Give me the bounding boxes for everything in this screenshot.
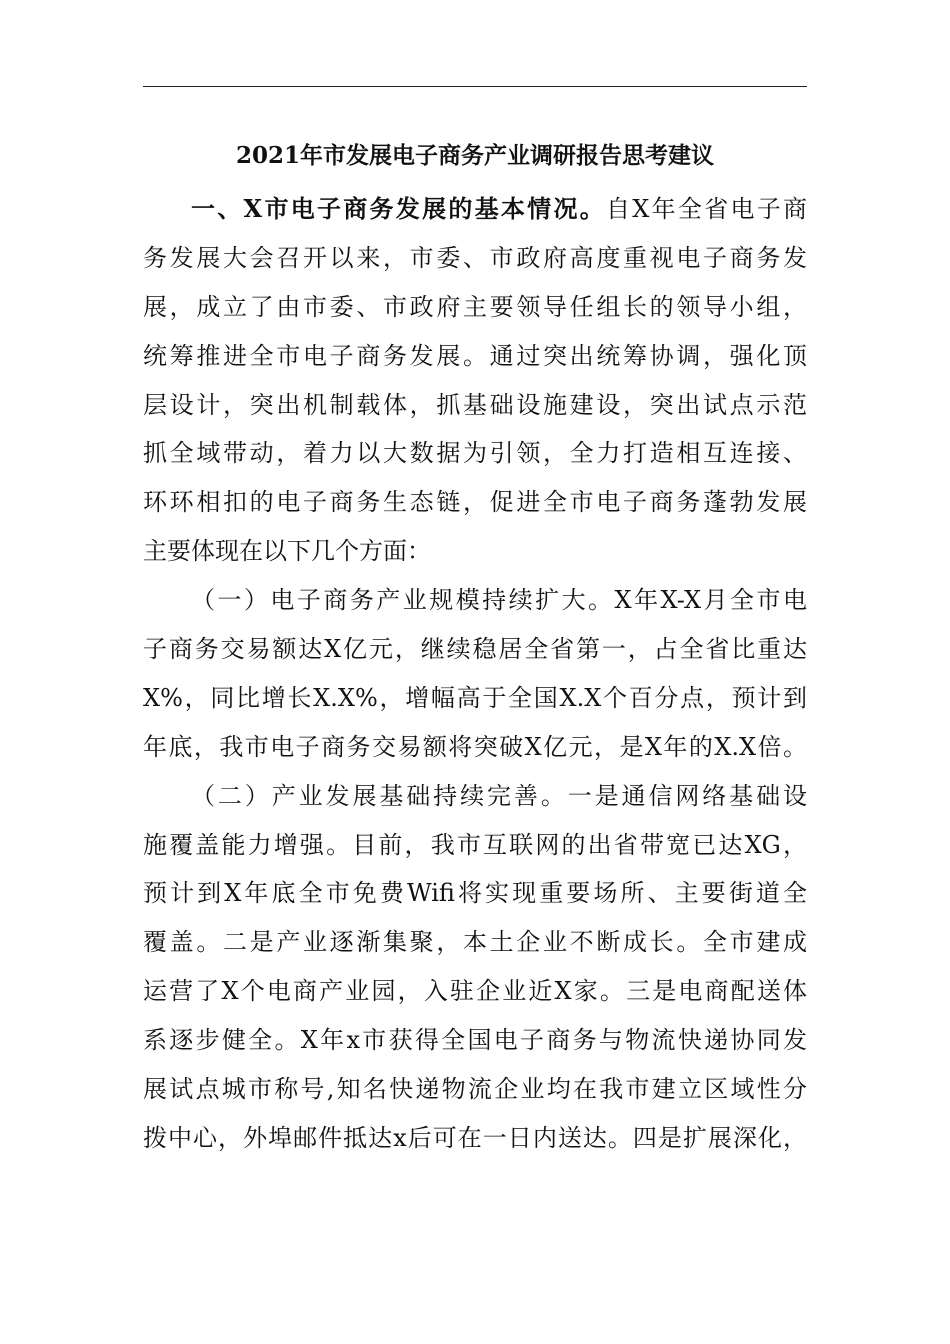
section-1-line bbox=[143, 185, 807, 234]
paragraph-2-line: （二）产业发展基础持续完善。一是通信网络基础设 bbox=[191, 781, 807, 810]
paragraph-1-line: （一）电子商务产业规模持续扩大。X年X-X月全市电 bbox=[191, 586, 807, 615]
header-rule bbox=[143, 86, 807, 87]
paragraph-2-line: 系逐步健全。X年x市获得全国电子商务与物流快递协同发 bbox=[143, 1026, 807, 1055]
section-1-text: 自X年全省电子商 bbox=[606, 195, 807, 223]
section-1-line: 抓全域带动，着力以大数据为引领，全力打造相互连接、 bbox=[143, 439, 807, 468]
section-1-line: 主要体现在以下几个方面： bbox=[143, 537, 431, 566]
paragraph-1-line: X%，同比增长X.X%，增幅高于全国X.X个百分点，预计到 bbox=[143, 683, 807, 712]
paragraph-2-line: 运营了X个电商产业园，入驻企业近X家。三是电商配送体 bbox=[143, 977, 807, 1006]
document-body bbox=[143, 185, 807, 1163]
section-1-heading: 一、X市电子商务发展的基本情况。 bbox=[191, 194, 606, 223]
paragraph-2-line: 施覆盖能力增强。目前，我市互联网的出省带宽已达XG， bbox=[143, 830, 807, 859]
paragraph-1-line: 子商务交易额达X亿元，继续稳居全省第一，占全省比重达 bbox=[143, 635, 807, 664]
section-1-line: 层设计，突出机制载体，抓基础设施建设，突出试点示范 bbox=[143, 390, 807, 419]
paragraph-2-line: 预计到X年底全市免费Wifi将实现重要场所、主要街道全 bbox=[143, 879, 807, 908]
paragraph-1-line: 年底，我市电子商务交易额将突破X亿元，是X年的X.X倍。 bbox=[143, 732, 807, 761]
paragraph-2-line: 拨中心，外埠邮件抵达x后可在一日内送达。四是扩展深化， bbox=[143, 1123, 807, 1152]
section-1-line: 展，成立了由市委、市政府主要领导任组长的领导小组， bbox=[143, 292, 807, 321]
section-1-line: 环环相扣的电子商务生态链，促进全市电子商务蓬勃发展 bbox=[143, 488, 807, 517]
paragraph-2-line: 展试点城市称号,知名快递物流企业均在我市建立区域性分 bbox=[143, 1075, 807, 1104]
paragraph-2-line: 覆盖。二是产业逐渐集聚，本土企业不断成长。全市建成 bbox=[143, 928, 807, 957]
document-title: 2021年市发展电子商务产业调研报告思考建议 bbox=[235, 142, 714, 169]
section-1-line: 务发展大会召开以来，市委、市政府高度重视电子商务发 bbox=[143, 243, 807, 272]
section-1-line: 统筹推进全市电子商务发展。通过突出统筹协调，强化顶 bbox=[143, 341, 807, 370]
